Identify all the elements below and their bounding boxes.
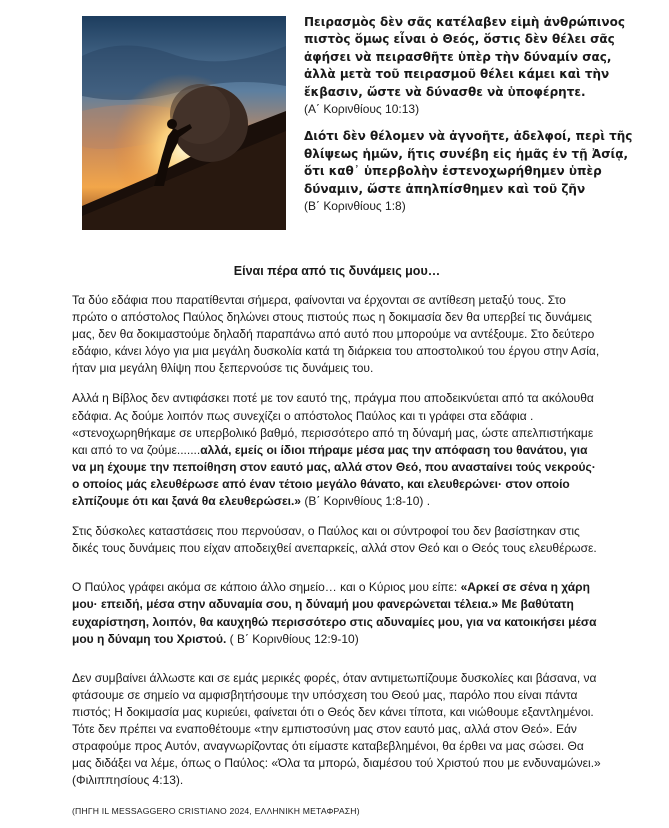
paragraph-reference: ( Β΄ Κορινθίους 12:9-10)	[226, 631, 359, 646]
paragraph: Δεν συμβαίνει άλλωστε και σε εμάς μερικές φορές, όταν αντιμετωπίζουμε δυσκολίες και βάσανα, να φτάσουμε σε σημείο να αμφισβητήσουμε την υπόσχεση του Θεού μας, παρόλο που είναι πάντα πιστός; Η δοκιμασία μας κυριεύει, φαίνεται ότι ο Θεός δεν κάνει τίποτα, και νιώθουμε εξαντλημένοι. Τότε δεν πρέπει να εναποθέτουμε «την εμπιστοσύνη μας στον εαυτό μας, αλλά στον Θεό». Εάν στραφούμε προς Αυτόν, αναγνωρίζοντας ότι είμαστε καταβεβλημένοι, θα έρθει να μας σώσει. Θα μας διδάξει να λέμε, όπως ο Παύλος: «Όλα τα μπορώ, διαμέσου τού Χριστού που με ενδυναμώνει.» (Φιλιππησίους 4:13).	[72, 670, 601, 788]
paragraph: Στις δύσκολες καταστάσεις που περνούσαν, ο Παύλος και οι σύντροφοί του δεν βασίστηκαν στις δικές τους δυνάμεις που είχαν αποδειχθεί ανεπαρκείς, αλλά στον Θεό και ο Θεός τους ελευθέρωσε.	[72, 524, 597, 556]
verse-reference: (Β΄ Κορινθίους 1:8)	[304, 199, 406, 214]
paragraph-text: Ο Παύλος γράφει ακόμα σε κάποιο άλλο σημείο… και ο Κύριος μου είπε:	[72, 580, 461, 595]
paragraph-reference: (Β΄ Κορινθίους 1:8-10) .	[300, 494, 431, 509]
verses-block	[304, 14, 644, 225]
verse-reference: (Α΄ Κορινθίους 10:13)	[304, 102, 420, 117]
paragraph	[72, 579, 602, 647]
verse-text: Πειρασμὸς δὲν σᾶς κατέλαβεν εἰμὴ ἀνθρώπινος πιστὸς ὅμως εἶναι ὁ Θεός, ὅστις δὲν θέλει σᾶς ἀφήσει νὰ πειρασθῆτε ὑπὲρ τὴν δύναμίν σας, ἀλλὰ μετὰ τοῦ πειρασμοῦ θέλει κάμει καὶ τὴν ἔκβασιν, ὥστε νὰ δύνασθε νὰ ὑποφέρητε.	[304, 15, 625, 99]
paragraph-text: Αλλά η Βίβλος δεν αντιφάσκει ποτέ με τον εαυτό της, πράγμα που αποδεικνύεται από τα ακόλουθα εδάφια. Ας δούμε λοιπόν πως συνεχίζει ο απόστολος Παύλος και τι γράφει στα εδάφια . «στενοχωρηθήκαμε σε υπερβολικό βαθμό, περισσότερο από τη δύναμή μας, ώστε απελπιστήκαμε και από το να ζούμε.......	[72, 391, 594, 457]
source-note: (ΠΗΓΗ IL MESSAGGERO CRISTIANO 2024, ΕΛΛΗΝΙΚΗ ΜΕΤΑΦΡΑΣΗ)	[72, 806, 360, 816]
sisyphus-photo	[82, 16, 286, 230]
paragraph-emphasis: «Αρκεί σε σένα η χάρη μου· επειδή, μέσα στην αδυναμία σου, η δύναμή μου φανερώνεται τέλεια.» Με βαθύτατη ευχαρίστηση, λοιπόν, θα καυχηθώ περισσότερο στις αδυναμίες μου, για να κατοικήσει μέσα μου η δύναμη του Χριστού.	[72, 580, 597, 646]
paragraph: Τα δύο εδάφια που παρατίθενται σήμερα, φαίνονται να έρχονται σε αντίθεση μεταξύ τους. Στο πρώτο ο απόστολος Παύλος δηλώνει στους πιστούς πως η δοκιμασία δεν θα υπερβεί τις δυνάμεις μας, δεν θα δοκιμαστούμε δηλαδή παραπάνω από αυτό που μπορούμε να αντέξουμε. Στο δεύτερο εδάφιο, κάνει λόγο για μια μεγάλη δυσκολία κατά τη διάρκεια του αποστολικού του έργου στην Ασία, ήταν μια μεγάλη θλίψη που ξεπερνούσε τις δυνάμεις του.	[72, 293, 600, 376]
paragraph-emphasis: αλλά, εμείς οι ίδιοι πήραμε μέσα μας την απόφαση του θανάτου, για να μη έχουμε την πεποίθηση στον εαυτό μας, αλλά στον Θεό, που ανασταίνει τούς νεκρούς· ο οποίος μάς ελευθέρωσε από έναν τέτοιο μεγάλο θάνατο, και ελευθερώνει· στον οποίο ελπίζουμε ότι και ξανά θα ελευθερώσει.»	[72, 442, 596, 509]
verse-text: Διότι δὲν θέλομεν νὰ ἀγνοῆτε, ἀδελφοί, περὶ τῆς θλίψεως ἡμῶν, ἥτις συνέβη εἰς ἡμᾶς ἐν τῇ Ἀσίᾳ, ὅτι καθ᾿ ὑπερβολὴν ἐστενοχωρήθημεν ὑπὲρ δύναμιν, ὥστε ἀπηλπίσθημεν καὶ τοῦ ζῆν	[304, 129, 633, 196]
article-body	[72, 262, 602, 802]
header-section	[82, 14, 642, 230]
paragraph	[72, 390, 602, 510]
article-heading: Είναι πέρα από τις δυνάμεις μου…	[233, 264, 441, 278]
